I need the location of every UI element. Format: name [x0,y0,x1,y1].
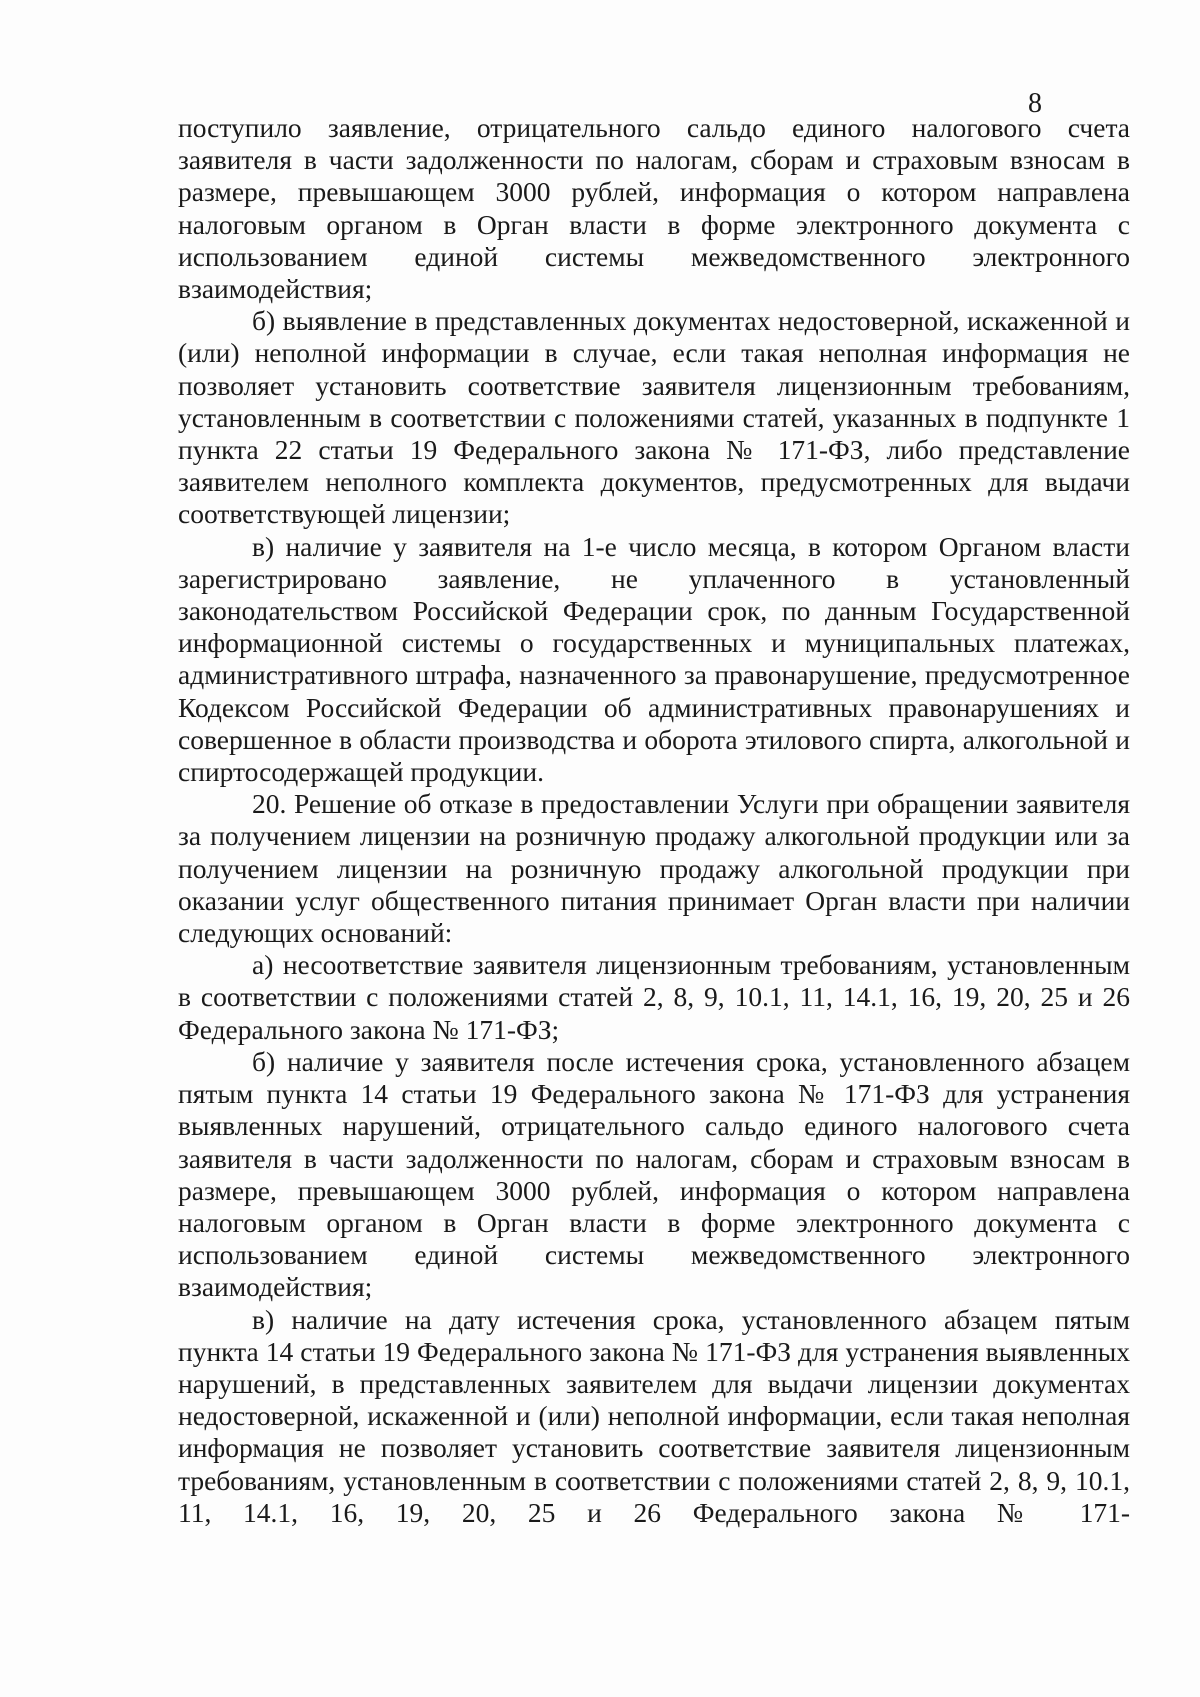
paragraph-section-20: 20. Решение об отказе в предоставлении Услуги при обращении заявителя за получением лицензии на розничную продажу алкогольной продукции или за получением лицензии на розничную продажу алкогольной продукции при оказании услуг общественного питания принимает Орган власти при наличии следующих оснований: [178,788,1130,949]
paragraph-item-b-2: б) наличие у заявителя после истечения срока, установленного абзацем пятым пункта 14 статьи 19 Федерального закона № 171-ФЗ для устранения выявленных нарушений, отрицательного сальдо единого налогового счета заявителя в части задолженности по налогам, сборам и страховым взносам в размере, превышающем 3000 рублей, информация о котором направлена налоговым органом в Орган власти в форме электронного документа с использованием единой системы межведомственного электронного взаимодействия; [178,1045,1130,1303]
paragraph-item-v-2: в) наличие на дату истечения срока, установленного абзацем пятым пункта 14 статьи 19 Федерального закона № 171-ФЗ для устранения выявленных нарушений, в представленных заявителем для выдачи лицензии документах недостоверной, искаженной и (или) неполной информации, если такая неполная информация не позволяет установить соответствие заявителя лицензионным требованиям, установленным в соответствии с положениями статей 2, 8, 9, 10.1, 11, 14.1, 16, 19, 20, 25 и 26 Федерального закона № 171- [178,1303,1130,1528]
page-number: 8 [1028,88,1042,119]
paragraph-item-b: б) выявление в представленных документах недостоверной, искаженной и (или) неполной информации в случае, если такая неполная информация не позволяет установить соответствие заявителя лицензионным требованиям, установленным в соответствии с положениями статей, указанных в подпункте 1 пункта 22 статьи 19 Федерального закона № 171-ФЗ, либо представление заявителем неполного комплекта документов, предусмотренных для выдачи соответствующей лицензии; [178,305,1130,530]
document-body [178,112,1130,1529]
paragraph-continuation: поступило заявление, отрицательного сальдо единого налогового счета заявителя в части задолженности по налогам, сборам и страховым взносам в размере, превышающем 3000 рублей, информация о котором направлена налоговым органом в Орган власти в форме электронного документа с использованием единой системы межведомственного электронного взаимодействия; [178,112,1130,305]
paragraph-item-a: а) несоответствие заявителя лицензионным требованиям, установленным в соответствии с положениями статей 2, 8, 9, 10.1, 11, 14.1, 16, 19, 20, 25 и 26 Федерального закона № 171-ФЗ; [178,949,1130,1045]
paragraph-item-v: в) наличие у заявителя на 1-е число месяца, в котором Органом власти зарегистрировано заявление, не уплаченного в установленный законодательством Российской Федерации срок, по данным Государственной информационной системы о государственных и муниципальных платежах, административного штрафа, назначенного за правонарушение, предусмотренное Кодексом Российской Федерации об административных правонарушениях и совершенное в области производства и оборота этилового спирта, алкогольной и спиртосодержащей продукции. [178,530,1130,788]
